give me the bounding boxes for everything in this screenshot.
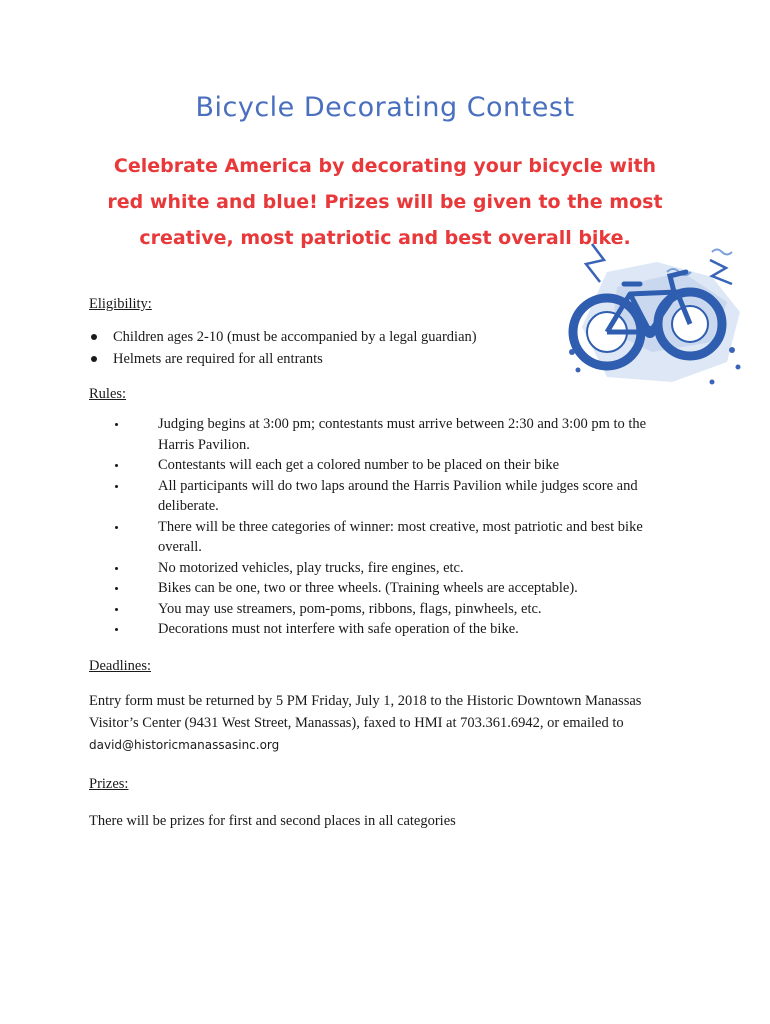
list-item [89,619,678,640]
list-item [89,599,678,620]
deadlines-heading: Deadlines: [89,657,152,674]
eligibility-heading: Eligibility: [89,296,152,312]
list-item [89,348,689,370]
rule-item-text: Judging begins at 3:00 pm; contestants must arrive between 2:30 and 3:00 pm to the Harris Pavilion. [158,416,647,453]
rule-item-text: Contestants will each get a colored number to be placed on their bike [158,457,560,473]
list-item [89,326,689,348]
bullet-icon [115,587,118,590]
eligibility-item-text: Helmets are required for all entrants [113,351,323,367]
tagline: Celebrate America by decorating your bicycle with red white and blue! Prizes will be given to the most creative, most patriotic and best overall bike. [107,155,663,249]
rule-item-text: Decorations must not interfere with safe operation of the bike. [158,621,519,637]
email-link[interactable]: david@historicmanassasinc.org [89,737,280,752]
list-item [89,558,678,579]
prizes-heading: Prizes: [89,775,129,792]
list-item [89,476,678,517]
list-item [89,414,678,455]
bullet-icon [115,628,118,631]
bullet-icon [115,485,118,488]
bullet-icon [115,567,118,570]
eligibility-list [89,326,689,370]
deadlines-paragraph [89,690,689,756]
eligibility-item-text: Children ages 2-10 (must be accompanied by a legal guardian) [113,329,477,345]
rule-item-text: Bikes can be one, two or three wheels. (Training wheels are acceptable). [158,580,578,596]
bullet-icon [115,608,118,611]
page-title: Bicycle Decorating Contest [195,92,575,123]
bullet-icon [91,334,97,340]
rule-item-text: There will be three categories of winner: most creative, most patriotic and best bike overall. [158,518,643,555]
prizes-text: There will be prizes for first and second places in all categories [89,812,456,829]
bullet-icon [91,356,97,362]
rules-list [89,414,689,640]
document-body [89,294,689,832]
rule-item-text: You may use streamers, pom-poms, ribbons, flags, pinwheels, etc. [158,600,542,617]
list-item [89,455,678,476]
bullet-icon [115,423,118,426]
bullet-icon [115,464,118,467]
deadlines-text: Entry form must be returned by 5 PM Friday, July 1, 2018 to the Historic Downtown Manassas Visitor’s Center (9431 West Street, Manassas), faxed to HMI at 703.361.6942, or emailed to [89,692,642,731]
list-item [89,578,678,599]
rules-heading: Rules: [89,386,127,402]
rule-item-text: All participants will do two laps around the Harris Pavilion while judges score and deliberate. [158,477,638,514]
bullet-icon [115,526,118,529]
list-item [89,517,678,558]
rule-item-text: No motorized vehicles, play trucks, fire engines, etc. [158,559,464,576]
